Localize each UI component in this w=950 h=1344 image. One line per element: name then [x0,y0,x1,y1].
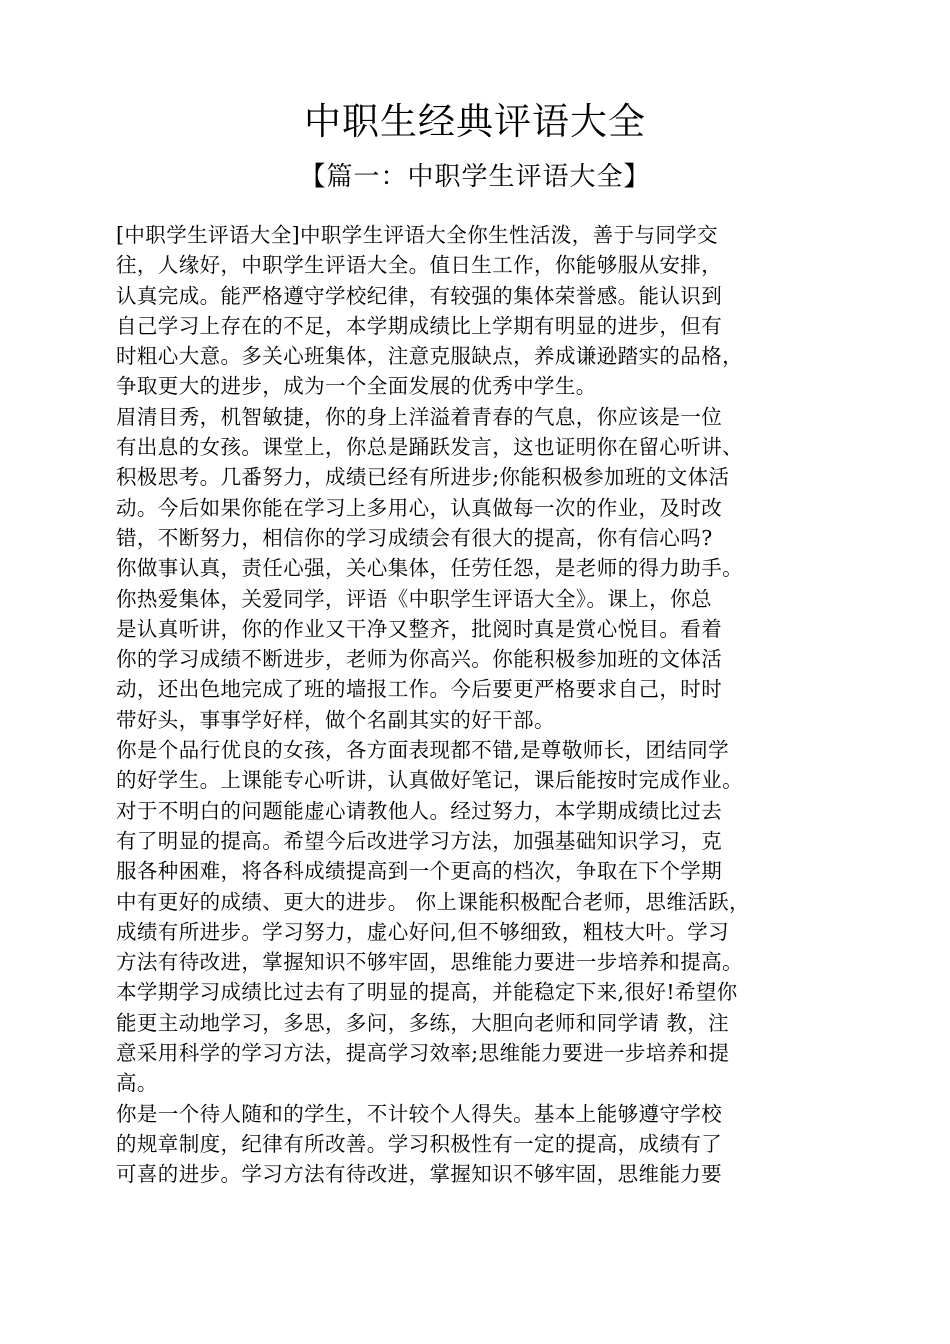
text-line: 成绩有所进步。学习努力，虚心好问,但不够细致，粗枝大叶。学习 [116,919,730,944]
text-line: 争取更大的进步，成为一个全面发展的优秀中学生。 [116,374,597,399]
text-line: 认真完成。能严格遵守学校纪律，有较强的集体荣誉感。能认识到 [116,283,723,308]
text-line: 能更主动地学习，多思，多问，多练，大胆向老师和同学请 教，注 [116,1010,730,1035]
text-line: 动，还出色地完成了班的墙报工作。今后要更严格要求自己，时时 [116,677,723,702]
text-line: 带好头，事事学好样，做个名副其实的好干部。 [116,707,555,732]
text-line: 可喜的进步。学习方法有待改进，掌握知识不够牢固，思维能力要 [116,1162,723,1187]
text-line: 对于不明白的问题能虚心请教他人。经过努力，本学期成绩比过去 [116,798,723,823]
text-line: 有出息的女孩。课堂上，你总是踊跃发言，这也证明你在留心听讲、 [116,435,743,460]
text-line: 你是个品行优良的女孩，各方面表现都不错,是尊敬师长，团结同学 [116,738,730,763]
text-line: 中有更好的成绩、更大的进步。 你上课能积极配合老师，思维活跃， [116,889,750,914]
document-title: 中职生经典评语大全 [304,100,646,143]
text-line: 是认真听讲，你的作业又干净又整齐，批阅时真是赏心悦目。看着 [116,616,723,641]
text-line: 你是一个待人随和的学生，不计较个人得失。基本上能够遵守学校 [116,1101,723,1126]
text-line: 自己学习上存在的不足，本学期成绩比上学期有明显的进步，但有 [116,313,723,338]
text-line: 你做事认真，责任心强，关心集体，任劳任怨，是老师的得力助手。 [116,556,743,581]
text-line: 时粗心大意。多关心班集体，注意克服缺点，养成谦逊踏实的品格， [116,344,743,369]
text-line: 高。 [116,1071,158,1096]
body-text [116,220,856,1190]
text-line: 意采用科学的学习方法，提高学习效率;思维能力要进一步培养和提 [116,1041,730,1066]
text-line: 方法有待改进，掌握知识不够牢固，思维能力要进一步培养和提高。 [116,950,743,975]
section-heading: 【篇一：中职学生评语大全】 [299,162,651,192]
text-line: 的规章制度，纪律有所改善。学习积极性有一定的提高，成绩有了 [116,1131,723,1156]
text-line: 动。今后如果你能在学习上多用心，认真做每一次的作业，及时改 [116,495,723,520]
text-line: [中职学生评语大全]中职学生评语大全你生性活泼，善于与同学交 [116,223,718,247]
text-line: 你热爱集体，关爱同学，评语《中职学生评语大全》。课上，你总 [116,586,712,611]
text-line: 你的学习成绩不断进步，老师为你高兴。你能积极参加班的文体活 [116,647,723,672]
text-line: 本学期学习成绩比过去有了明显的提高，并能稳定下来,很好!希望你 [116,980,738,1005]
text-line: 积极思考。几番努力，成绩已经有所进步;你能积极参加班的文体活 [116,465,730,490]
text-line: 的好学生。上课能专心听讲，认真做好笔记，课后能按时完成作业。 [116,768,743,793]
text-line: 有了明显的提高。希望今后改进学习方法，加强基础知识学习，克 [116,828,723,853]
text-line: 服各种困难，将各科成绩提高到一个更高的档次，争取在下个学期 [116,859,723,884]
text-line: 错，不断努力，相信你的学习成绩会有很大的提高，你有信心吗? [116,525,713,550]
text-line: 往，人缘好，中职学生评语大全。值日生工作，你能够服从安排， [116,253,723,278]
text-line: 眉清目秀，机智敏捷，你的身上洋溢着青春的气息，你应该是一位 [116,404,723,429]
